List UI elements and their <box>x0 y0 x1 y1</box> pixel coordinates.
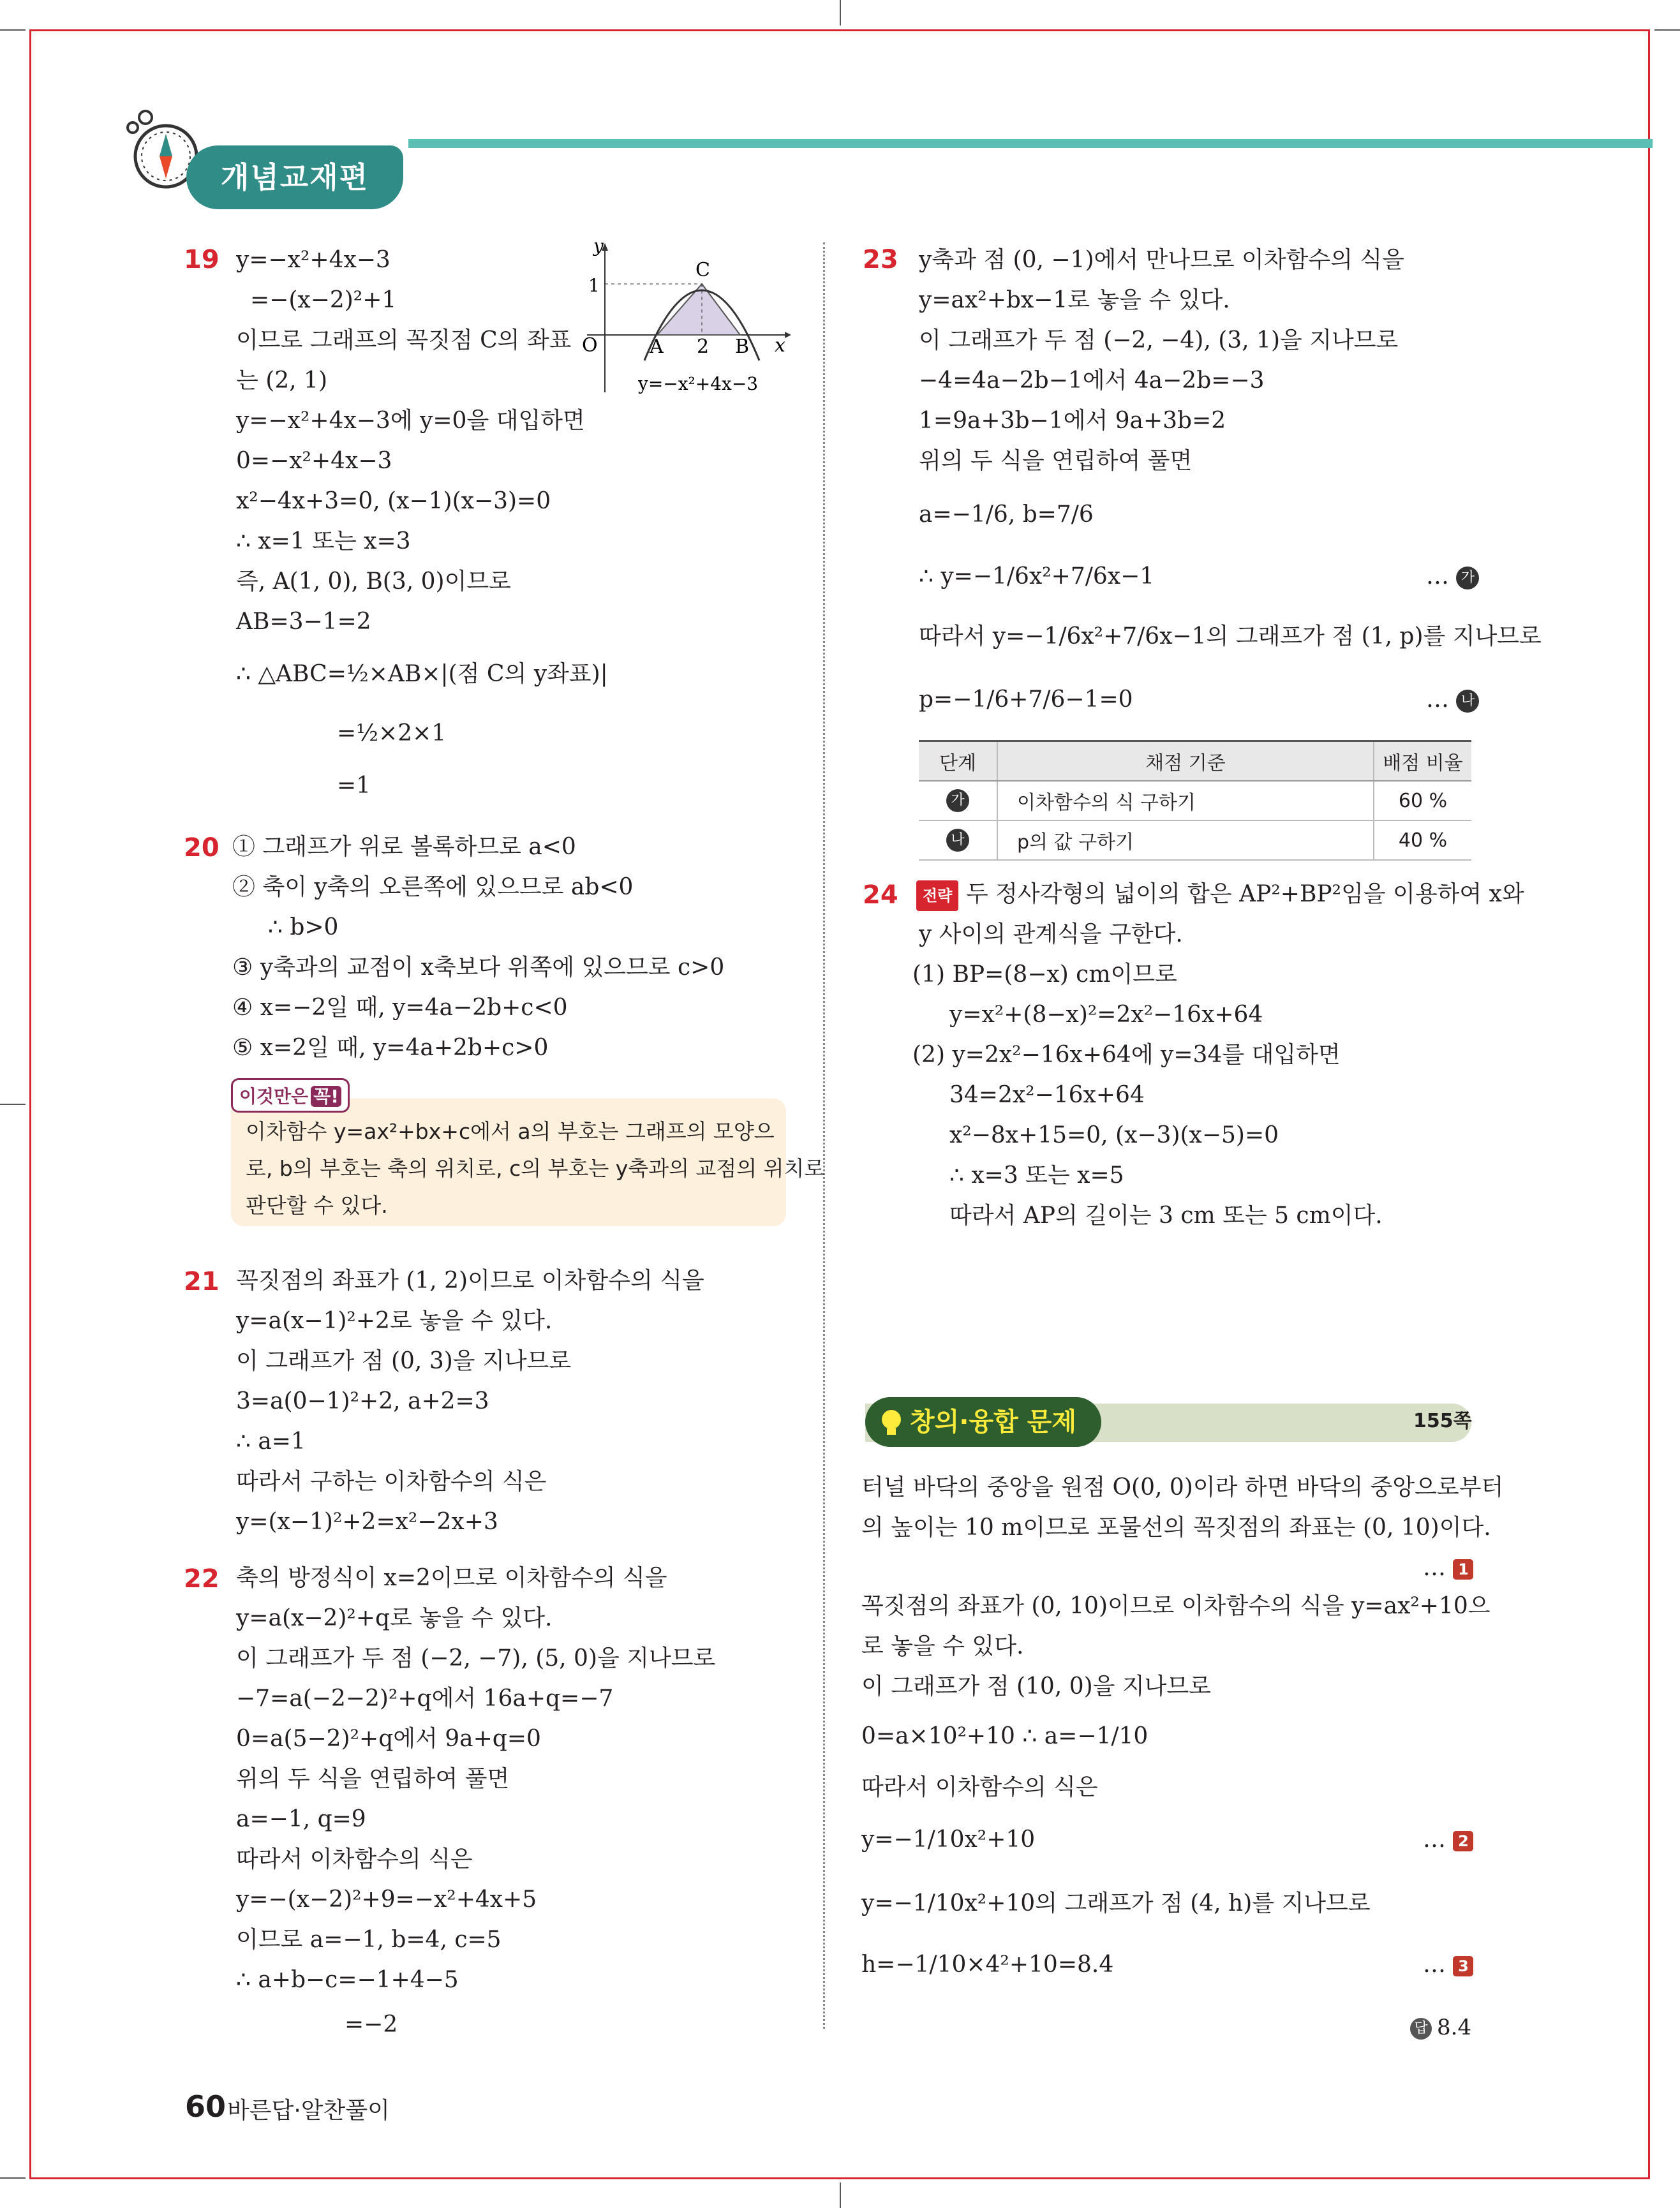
p21-line: 꼭짓점의 좌표가 (1, 2)이므로 이차함수의 식을 <box>236 1268 704 1294</box>
p21-line: y=(x−1)²+2=x²−2x+3 <box>236 1509 498 1535</box>
table-cell: 이차함수의 식 구하기 <box>997 781 1374 820</box>
p19-line: =1 <box>337 773 371 799</box>
graph-point-c: C <box>695 259 710 281</box>
creative-line: 의 높이는 10 m이므로 포물선의 꼭짓점의 좌표는 (0, 10)이다. <box>861 1515 1491 1541</box>
p24-line: ∴ x=3 또는 x=5 <box>949 1162 1124 1189</box>
p24-line: 34=2x²−16x+64 <box>949 1082 1145 1108</box>
problem-20-number: 20 <box>184 833 219 863</box>
p23-line: ∴ y=−1/6x²+7/6x−1 <box>919 563 1155 589</box>
scoring-table <box>919 740 1471 861</box>
p22-line: a=−1, q=9 <box>236 1806 366 1832</box>
creative-line: 따라서 이차함수의 식은 <box>861 1774 1098 1800</box>
tip-line: 판단할 수 있다. <box>246 1193 388 1218</box>
p24-line: y 사이의 관계식을 구한다. <box>919 921 1183 947</box>
p24-line: 따라서 AP의 길이는 3 cm 또는 5 cm이다. <box>949 1203 1383 1229</box>
tip-line: 로, b의 부호는 축의 위치로, c의 부호는 y축과의 교점의 위치로 <box>246 1156 825 1181</box>
step-badge: 나 <box>946 829 969 852</box>
creative-line: y=−1/10x²+10 <box>861 1826 1036 1853</box>
step-mark-creative-3: … 3 <box>1423 1951 1473 1979</box>
table-header: 채점 기준 <box>997 741 1374 782</box>
p24-line: y=x²+(8−x)²=2x²−16x+64 <box>949 1002 1263 1028</box>
graph-tick-2: 2 <box>697 336 710 358</box>
problem-21-number: 21 <box>184 1267 219 1296</box>
p22-line: 0=a(5−2)²+q에서 9a+q=0 <box>236 1726 541 1752</box>
table-cell: 60 % <box>1374 781 1471 820</box>
p19-line: 이므로 그래프의 꼭짓점 C의 좌표 <box>236 327 572 353</box>
problem-23-number: 23 <box>863 245 898 274</box>
step-mark-2: … 나 <box>1426 686 1479 714</box>
p19-line: ∴ △ABC=½×AB×|(점 C의 y좌표)| <box>236 661 608 687</box>
final-answer: 답 8.4 <box>1410 2015 1471 2040</box>
p20-line: ∴ b>0 <box>268 914 339 940</box>
crop-mark <box>0 2177 26 2179</box>
column-divider <box>823 242 825 2029</box>
creative-line: 0=a×10²+10 ∴ a=−1/10 <box>861 1723 1148 1749</box>
p23-line: 따라서 y=−1/6x²+7/6x−1의 그래프가 점 (1, p)를 지나므로 <box>919 623 1542 649</box>
table-row <box>919 820 1471 860</box>
problem-22-number: 22 <box>184 1564 219 1594</box>
p21-line: y=a(x−1)²+2로 놓을 수 있다. <box>236 1308 553 1334</box>
p22-line: 위의 두 식을 연립하여 풀면 <box>236 1766 510 1792</box>
p21-line: ∴ a=1 <box>236 1428 306 1455</box>
table-cell: p의 값 구하기 <box>997 820 1374 860</box>
graph-tick-1: 1 <box>588 275 600 296</box>
p20-line: ② 축이 y축의 오른쪽에 있으므로 ab<0 <box>232 874 634 900</box>
crop-mark <box>840 0 841 26</box>
step-mark-1: … 가 <box>1426 563 1479 591</box>
crop-mark <box>1654 29 1680 31</box>
p19-line: ∴ x=1 또는 x=3 <box>236 528 411 554</box>
tip-line: 이차함수 y=ax²+bx+c에서 a의 부호는 그래프의 모양으 <box>246 1119 775 1144</box>
p22-line: y=a(x−2)²+q로 놓을 수 있다. <box>236 1605 553 1631</box>
step-mark-creative-1: … 1 <box>1423 1554 1473 1582</box>
p19-line: =−(x−2)²+1 <box>250 287 397 313</box>
p23-line: 위의 두 식을 연립하여 풀면 <box>919 448 1193 474</box>
p21-line: 3=a(0−1)²+2, a+2=3 <box>236 1388 489 1414</box>
header-rule <box>408 139 1653 148</box>
p19-line: y=−x²+4x−3에 y=0을 대입하면 <box>236 408 585 434</box>
crop-mark <box>0 29 26 31</box>
lightbulb-icon <box>875 1405 907 1439</box>
table-cell: 40 % <box>1374 820 1471 860</box>
creative-line: 터널 바닥의 중앙을 원점 O(0, 0)이라 하면 바닥의 중앙으로부터 <box>861 1474 1504 1500</box>
creative-line: 이 그래프가 점 (10, 0)을 지나므로 <box>861 1673 1211 1700</box>
creative-line: 로 놓을 수 있다. <box>861 1633 1024 1659</box>
p23-line: y=ax²+bx−1로 놓을 수 있다. <box>919 287 1230 313</box>
p22-line: 따라서 이차함수의 식은 <box>236 1846 473 1872</box>
graph-point-a: A <box>650 336 664 358</box>
p21-line: 이 그래프가 점 (0, 3)을 지나므로 <box>236 1348 572 1374</box>
p23-line: p=−1/6+7/6−1=0 <box>919 686 1133 713</box>
section-tab: 개념교재편 <box>186 145 403 209</box>
p20-line: ④ x=−2일 때, y=4a−2b+c<0 <box>232 995 568 1021</box>
p23-line: 1=9a+3b−1에서 9a+3b=2 <box>919 408 1226 434</box>
step-mark-creative-2: … 2 <box>1423 1826 1473 1854</box>
p23-line: −4=4a−2b−1에서 4a−2b=−3 <box>919 367 1265 394</box>
p22-line: ∴ a+b−c=−1+4−5 <box>236 1967 459 1993</box>
p19-line: 0=−x²+4x−3 <box>236 448 392 474</box>
page-number: 60 <box>185 2089 227 2124</box>
p19-line: y=−x²+4x−3 <box>236 247 390 273</box>
table-header: 배점 비율 <box>1374 741 1471 782</box>
p19-line: 는 (2, 1) <box>236 367 328 394</box>
graph-origin: O <box>582 334 598 357</box>
problem-19-number: 19 <box>184 245 219 274</box>
p24-first-line: 전략 두 정사각형의 넓이의 합은 AP²+BP²임을 이용하여 x와 <box>916 880 1524 911</box>
p22-line: =−2 <box>345 2012 398 2038</box>
p19-line: =½×2×1 <box>337 720 447 746</box>
creative-line: y=−1/10x²+10의 그래프가 점 (4, h)를 지나므로 <box>861 1890 1371 1916</box>
book-title: 바른답·알찬풀이 <box>227 2098 390 2124</box>
crop-mark <box>840 2182 841 2208</box>
step-badge: 가 <box>946 789 969 812</box>
p22-line: 이므로 a=−1, b=4, c=5 <box>236 1927 502 1953</box>
p19-line: 즉, A(1, 0), B(3, 0)이므로 <box>236 568 511 595</box>
p22-line: y=−(x−2)²+9=−x²+4x+5 <box>236 1886 537 1913</box>
p19-line: x²−4x+3=0, (x−1)(x−3)=0 <box>236 488 551 514</box>
strategy-badge: 전략 <box>916 880 958 911</box>
problem-24-number: 24 <box>863 880 898 910</box>
p23-line: 이 그래프가 두 점 (−2, −4), (3, 1)을 지나므로 <box>919 327 1399 353</box>
graph-point-b: B <box>735 336 750 358</box>
p24-line: x²−8x+15=0, (x−3)(x−5)=0 <box>949 1122 1279 1148</box>
graph-equation: y=−x²+4x−3 <box>638 373 759 394</box>
table-row <box>919 781 1471 820</box>
graph-y-label: y <box>593 239 604 256</box>
p19-line: AB=3−1=2 <box>236 609 371 635</box>
p20-line: ③ y축과의 교점이 x축보다 위쪽에 있으므로 c>0 <box>232 954 725 981</box>
creative-title: 창의·융합 문제 <box>865 1397 1101 1447</box>
table-header: 단계 <box>919 741 997 782</box>
p23-line: a=−1/6, b=7/6 <box>919 501 1094 528</box>
graph-x-label: x <box>775 334 785 357</box>
p22-line: 이 그래프가 두 점 (−2, −7), (5, 0)을 지나므로 <box>236 1645 716 1671</box>
p24-line: (1) BP=(8−x) cm이므로 <box>912 961 1177 988</box>
p22-line: 축의 방정식이 x=2이므로 이차함수의 식을 <box>236 1565 667 1591</box>
creative-line: 꼭짓점의 좌표가 (0, 10)이므로 이차함수의 식을 y=ax²+10으 <box>861 1593 1490 1619</box>
parabola-graph <box>574 239 804 399</box>
answer-mark: 답 <box>1410 2018 1432 2040</box>
tip-label: 이것만은 꼭! <box>231 1078 350 1113</box>
p24-line: (2) y=2x²−16x+64에 y=34를 대입하면 <box>912 1042 1341 1068</box>
crop-mark <box>0 1104 26 1105</box>
p23-line: y축과 점 (0, −1)에서 만나므로 이차함수의 식을 <box>919 247 1404 273</box>
p20-line: ① 그래프가 위로 볼록하므로 a<0 <box>232 834 576 860</box>
creative-page-ref: 155쪽 <box>1413 1410 1472 1432</box>
p20-line: ⑤ x=2일 때, y=4a+2b+c>0 <box>232 1035 549 1061</box>
p22-line: −7=a(−2−2)²+q에서 16a+q=−7 <box>236 1686 614 1712</box>
creative-line: h=−1/10×4²+10=8.4 <box>861 1952 1114 1978</box>
p21-line: 따라서 구하는 이차함수의 식은 <box>236 1469 547 1495</box>
